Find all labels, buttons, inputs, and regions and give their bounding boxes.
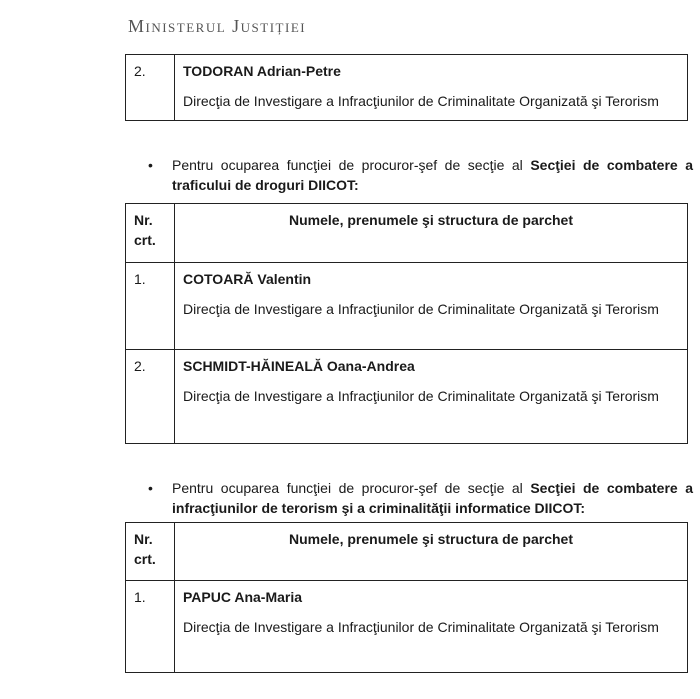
col-header-name: Numele, prenumele şi structura de parchet — [175, 204, 688, 263]
candidate-structure: Direcţia de Investigare a Infracţiunilor de Criminalitate Organizată şi Terorism — [183, 301, 659, 317]
candidate-structure: Direcţia de Investigare a Infracţiunilor de Criminalitate Organizată şi Terorism — [183, 93, 659, 109]
bullet-mark: • — [148, 157, 153, 173]
row-number: 2. — [126, 55, 175, 121]
table-row — [126, 350, 688, 444]
candidate-name: PAPUC Ana-Maria — [183, 589, 303, 605]
ministry-header: Ministerul Justiției — [128, 16, 307, 36]
candidates-table-terrorism — [125, 522, 688, 673]
candidates-table-continued — [125, 54, 688, 121]
table-row — [126, 581, 688, 673]
table-header-row — [126, 523, 688, 581]
row-number: 1. — [126, 581, 175, 673]
section-1-intro — [148, 155, 693, 195]
intro-text: Pentru ocuparea funcţiei de procuror-şef de secţie al — [172, 157, 531, 173]
col-header-nr: Nr. crt. — [126, 204, 175, 263]
candidate-structure: Direcţia de Investigare a Infracţiunilor de Criminalitate Organizată şi Terorism — [183, 619, 659, 635]
row-content — [175, 55, 688, 121]
row-content — [175, 263, 688, 350]
row-content — [175, 581, 688, 673]
table-header-row — [126, 204, 688, 263]
candidate-name: COTOARĂ Valentin — [183, 271, 312, 287]
table-row — [126, 263, 688, 350]
table-row — [126, 55, 688, 121]
section-name: Secţiei de combatere a traficului de droguri DIICOT: — [172, 157, 693, 193]
intro-text: Pentru ocuparea funcţiei de procuror-şef de secţie al — [172, 480, 531, 496]
candidate-structure: Direcţia de Investigare a Infracţiunilor de Criminalitate Organizată şi Terorism — [183, 388, 659, 404]
section-name: Secţiei de combatere a infracţiunilor de terorism şi a criminalităţii informatice DIICOT: — [172, 480, 693, 516]
bullet-mark: • — [148, 480, 153, 496]
candidates-table-drugs — [125, 203, 688, 444]
row-number: 1. — [126, 263, 175, 350]
section-2-intro — [148, 478, 693, 518]
col-header-name: Numele, prenumele şi structura de parchet — [175, 523, 688, 581]
row-number: 2. — [126, 350, 175, 444]
candidate-name: TODORAN Adrian-Petre — [183, 63, 341, 79]
row-content — [175, 350, 688, 444]
col-header-nr: Nr. crt. — [126, 523, 175, 581]
candidate-name: SCHMIDT-HĂINEALĂ Oana-Andrea — [183, 358, 415, 374]
